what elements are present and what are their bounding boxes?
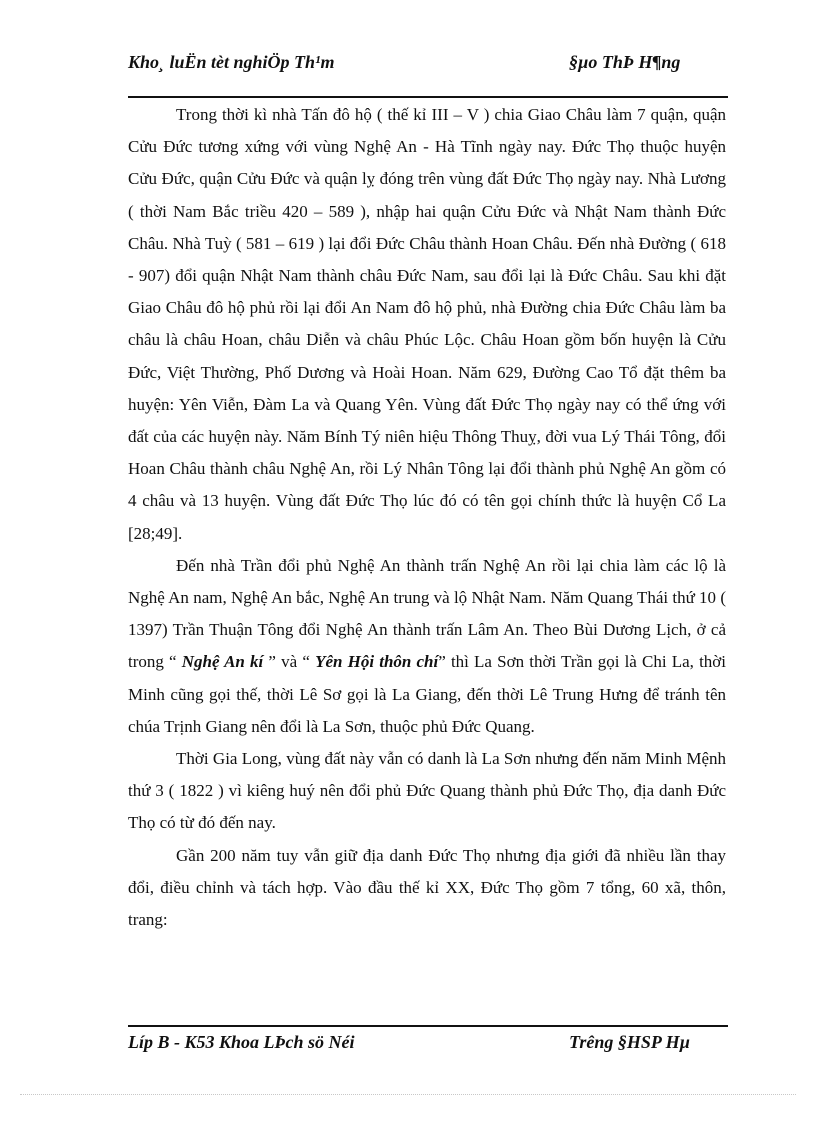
paragraph-2 (128, 550, 726, 743)
header-thesis-title: Kho¸ luËn tèt nghiÖp Th¹m (128, 52, 335, 72)
book-title-nghe-an-ki: Nghệ An kí (181, 652, 264, 672)
body-text (128, 99, 726, 936)
paragraph-3: Thời Gia Long, vùng đất này vẫn có danh là La Sơn nhưng đến năm Minh Mệnh thứ 3 ( 1822 ) vì kiêng huý nên đổi phủ Đức Quang thành phủ Đức Thọ, địa danh Đức Thọ có từ đó đến nay. (128, 749, 726, 833)
page-edge-divider (20, 1094, 796, 1095)
paragraph-2-part-b: ” và “ (263, 652, 316, 672)
footer-school-name: Trêng §HSP Hµ (569, 1032, 691, 1052)
header-author-name: §µo ThÞ H¶ng (569, 52, 681, 72)
paragraph-2-part-c: ” thì La Sơn thời Trần gọi là Chi La, thời Minh cũng gọi thế, thời Lê Sơ gọi là La Giang, đến thời Lê Trung Hưng để tránh tên chúa Trịnh Giang nên đổi là La Sơn, thuộc phủ Đức Quang. (128, 652, 727, 736)
book-title-yen-hoi-thon-chi: Yên Hội thôn chí (315, 652, 439, 672)
paragraph-1: Trong thời kì nhà Tấn đô hộ ( thế kỉ III – V ) chia Giao Châu làm 7 quận, quận Cửu Đức tương xứng với vùng Nghệ An - Hà Tĩnh ngày nay. Đức Thọ thuộc huyện Cửu Đức, quận Cửu Đức và quận lỵ đóng trên vùng đất Đức Thọ ngày nay. Nhà Lương ( thời Nam Bắc triều 420 – 589 ), nhập hai quận Cửu Đức và Nhật Nam thành Đức Châu. Nhà Tuỳ ( 581 – 619 ) lại đổi Đức Châu thành Hoan Châu. Đến nhà Đường ( 618 - 907) đổi quận Nhật Nam thành châu Đức Nam, sau đổi lại là Đức Châu. Sau khi đặt Giao Châu đô hộ phủ rồi lại đổi An Nam đô hộ phủ, nhà Đường chia Đức Châu làm ba châu là châu Hoan, châu Diễn và châu Phúc Lộc. Châu Hoan gồm bốn huyện là Cửu Đức, Việt Thường, Phố Dương và Hoài Hoan. Năm 629, Đường Cao Tổ đặt thêm ba huyện: Yên Viễn, Đàm La và Quang Yên. Vùng đất Đức Thọ ngày nay có thể ứng với đất của các huyện này. Năm Bính Tý niên hiệu Thông Thuỵ, đời vua Lý Thái Tông, đổi Hoan Châu thành châu Nghệ An, rồi Lý Nhân Tông lại đổi thành phủ Nghệ An gồm có 4 châu và 13 huyện. Vùng đất Đức Thọ lúc đó có tên gọi chính thức là huyện Cổ La [28;49]. (128, 105, 726, 543)
header-rule (128, 96, 728, 98)
footer-class-info: Líp B - K53 Khoa LÞch sö Néi (128, 1032, 355, 1052)
paragraph-2-part-a: Đến nhà Trần đổi phủ Nghệ An thành trấn Nghệ An rồi lại chia làm các lộ là Nghệ An nam, Nghệ An bắc, Nghệ An trung và lộ Nhật Nam. Năm Quang Thái thứ 10 ( 1397) Trần Thuận Tông đổi Nghệ An thành trấn Lâm An. Theo Bùi Dương Lịch, ở cả trong “ (128, 555, 726, 672)
paragraph-4: Gần 200 năm tuy vẫn giữ địa danh Đức Thọ nhưng địa giới đã nhiều lần thay đổi, điều chỉnh và tách hợp. Vào đầu thế kỉ XX, Đức Thọ gồm 7 tổng, 60 xã, thôn, trang: (128, 845, 726, 930)
footer-rule (128, 1025, 728, 1027)
